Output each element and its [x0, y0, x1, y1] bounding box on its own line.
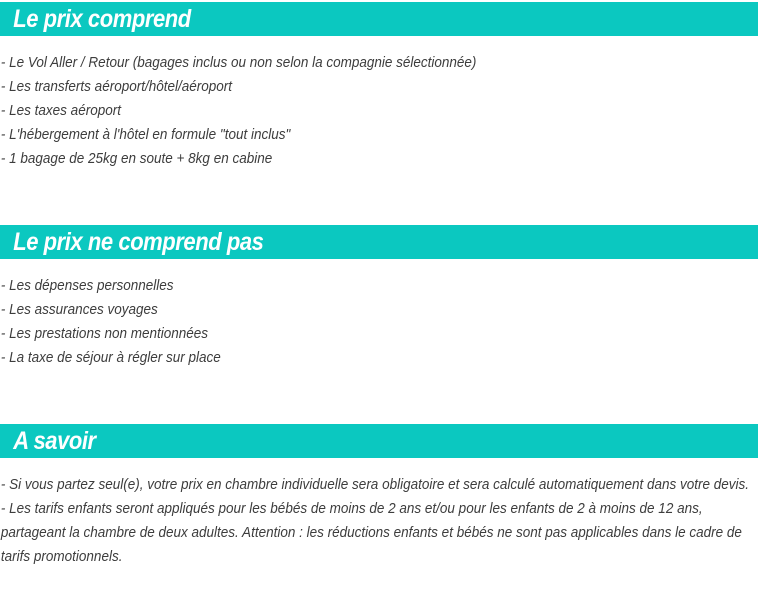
- section-title-price-excludes: Le prix ne comprend pas: [13, 227, 264, 256]
- paragraph: - Les tarifs enfants seront appliqués pour les bébés de moins de 2 ans et/ou pour les enfants de 2 à moins de 12 ans, partageant la chambre de deux adultes. Attention : les réductions enfants et bébés ne sont pas applicables dans le cadre de tarifs promotionnels.: [0, 500, 742, 565]
- list-item: - La taxe de séjour à régler sur place: [0, 349, 221, 366]
- list-item: - Les transferts aéroport/hôtel/aéroport: [0, 78, 233, 95]
- paragraph: - Si vous partez seul(e), votre prix en chambre individuelle sera obligatoire et sera calculé automatiquement dans votre devis.: [0, 476, 750, 493]
- list-item: - Les assurances voyages: [0, 301, 158, 318]
- list-item: - Le Vol Aller / Retour (bagages inclus ou non selon la compagnie sélectionnée): [0, 54, 477, 71]
- section-title-good-to-know: A savoir: [13, 426, 96, 455]
- price-includes-list: [0, 51, 758, 171]
- section-good-to-know: [0, 424, 758, 569]
- list-item: - Les dépenses personnelles: [0, 277, 174, 294]
- section-header-price-excludes: [0, 225, 758, 259]
- section-title-price-includes: Le prix comprend: [13, 4, 191, 33]
- good-to-know-text: [0, 473, 758, 569]
- section-header-price-includes: [0, 2, 758, 36]
- section-price-includes: [0, 2, 758, 171]
- list-item: - L'hébergement à l'hôtel en formule "tout inclus": [0, 126, 291, 143]
- list-item: - Les prestations non mentionnées: [0, 325, 209, 342]
- pricing-info-page: [0, 2, 758, 569]
- price-excludes-list: [0, 274, 758, 370]
- list-item: - 1 bagage de 25kg en soute + 8kg en cabine: [0, 150, 273, 167]
- section-price-excludes: [0, 225, 758, 370]
- list-item: - Les taxes aéroport: [0, 102, 121, 119]
- section-header-good-to-know: [0, 424, 758, 458]
